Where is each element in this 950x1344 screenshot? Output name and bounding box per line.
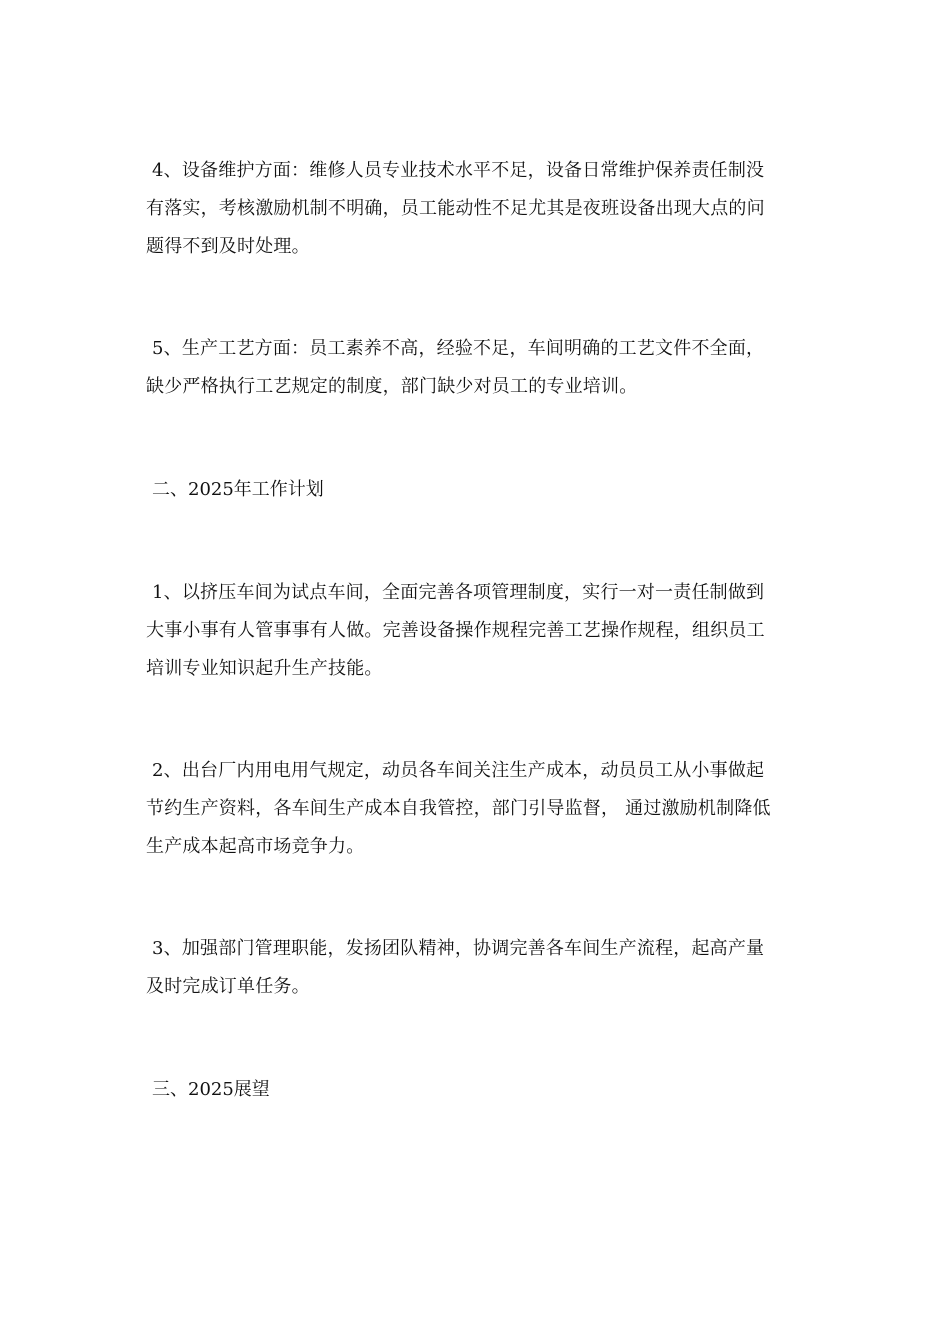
paragraph-line: 4、设备维护方面：维修人员专业技术水平不足，设备日常维护保养责任制没 xyxy=(152,160,765,181)
paragraph-line: 3、加强部门管理职能，发扬团队精神，协调完善各车间生产流程，起高产量 xyxy=(152,938,765,959)
section-heading-work-plan: 二、2025年工作计划 xyxy=(152,479,324,500)
paragraph-line: 生产成本起高市场竞争力。 xyxy=(146,836,365,857)
plan-item-1 xyxy=(146,574,808,688)
paragraph-line: 5、生产工艺方面：员工素养不高，经验不足，车间明确的工艺文件不全面， xyxy=(152,338,765,359)
paragraph-line: 题得不到及时处理。 xyxy=(146,236,310,257)
plan-item-2 xyxy=(146,752,808,866)
paragraph-line: 及时完成订单任务。 xyxy=(146,976,310,997)
paragraph-line: 节约生产资料，各车间生产成本自我管控，部门引导监督， 通过激励机制降低 xyxy=(146,798,771,819)
paragraph-line: 缺少严格执行工艺规定的制度，部门缺少对员工的专业培训。 xyxy=(146,376,638,397)
plan-item-3 xyxy=(146,930,808,1006)
paragraph-line: 有落实，考核激励机制不明确，员工能动性不足尤其是夜班设备出现大点的问 xyxy=(146,198,765,219)
paragraph-line: 培训专业知识起升生产技能。 xyxy=(146,658,383,679)
section-heading-outlook: 三、2025展望 xyxy=(152,1079,270,1100)
paragraph-production-process xyxy=(146,330,808,406)
paragraph-line: 1、以挤压车间为试点车间，全面完善各项管理制度，实行一对一责任制做到 xyxy=(152,582,765,603)
paragraph-line: 大事小事有人管事事有人做。完善设备操作规程完善工艺操作规程，组织员工 xyxy=(146,620,765,641)
paragraph-equipment-maintenance xyxy=(146,152,808,266)
paragraph-line: 2、出台厂内用电用气规定，动员各车间关注生产成本，动员员工从小事做起 xyxy=(152,760,765,781)
